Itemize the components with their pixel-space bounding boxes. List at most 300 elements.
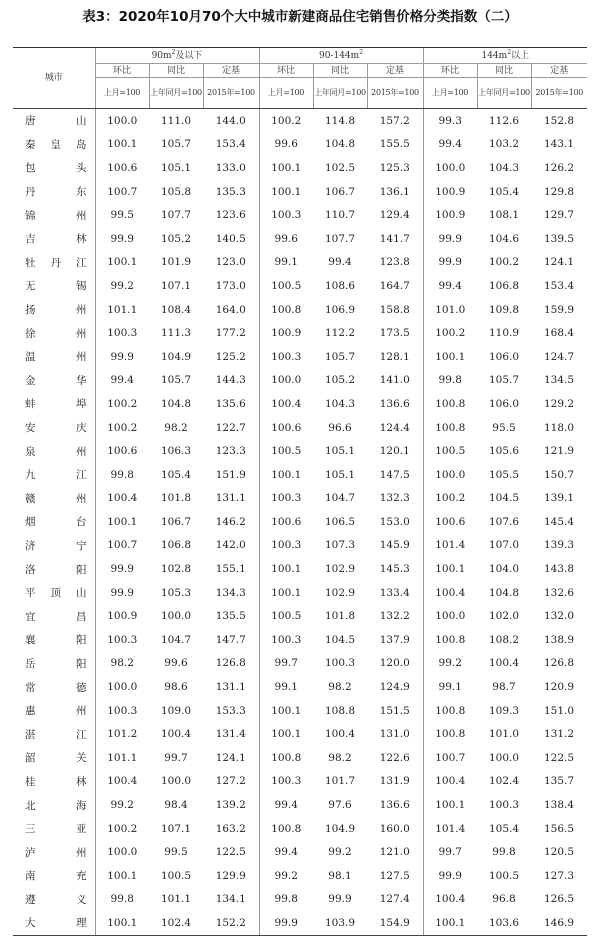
index-value: 153.4 xyxy=(203,133,259,157)
index-value: 96.8 xyxy=(492,893,516,906)
index-value: 100.3 xyxy=(488,799,520,812)
index-value: 106.7 xyxy=(160,515,192,528)
index-value: 99.9 xyxy=(110,232,134,245)
index-value: 100.2 xyxy=(271,114,302,127)
index-value: 129.9 xyxy=(203,864,259,888)
index-value: 101.2 xyxy=(107,728,138,741)
index-value: 105.4 xyxy=(160,468,192,481)
index-value: 100.3 xyxy=(271,775,302,788)
index-value: 100.0 xyxy=(107,681,138,694)
index-value: 99.6 xyxy=(274,232,298,245)
index-value: 100.1 xyxy=(435,799,466,812)
index-value: 100.3 xyxy=(271,350,302,363)
index-value: 99.4 xyxy=(438,279,462,292)
index-value: 100.0 xyxy=(488,751,520,764)
index-value: 95.5 xyxy=(492,421,516,434)
index-value: 164.7 xyxy=(367,274,423,298)
table-row xyxy=(13,817,587,841)
index-value: 98.1 xyxy=(328,869,352,882)
index-value: 135.3 xyxy=(203,180,259,204)
index-value: 100.1 xyxy=(107,869,138,882)
index-value: 100.1 xyxy=(423,911,477,935)
index-value: 105.7 xyxy=(324,350,356,363)
index-value: 100.5 xyxy=(271,279,302,292)
index-value: 141.7 xyxy=(367,227,423,251)
index-value: 105.3 xyxy=(160,586,192,599)
city-name: 安庆 xyxy=(13,416,95,440)
index-value: 101.1 xyxy=(107,303,138,316)
index-value: 126.8 xyxy=(543,657,575,670)
index-value: 134.1 xyxy=(203,888,259,912)
index-value: 109.3 xyxy=(488,704,520,717)
index-value: 103.9 xyxy=(313,911,367,935)
index-value: 122.5 xyxy=(203,840,259,864)
index-value: 107.7 xyxy=(160,209,192,222)
index-value: 100.1 xyxy=(271,704,302,717)
index-value: 139.5 xyxy=(543,232,575,245)
index-value: 142.0 xyxy=(203,534,259,558)
index-value: 141.0 xyxy=(367,369,423,393)
index-value: 105.4 xyxy=(488,185,520,198)
city-name: 惠州 xyxy=(13,699,95,723)
index-value: 100.4 xyxy=(107,492,138,505)
index-value: 105.7 xyxy=(160,374,192,387)
index-value: 123.6 xyxy=(203,203,259,227)
index-value: 106.8 xyxy=(488,279,520,292)
table-row xyxy=(13,840,587,864)
index-value: 99.9 xyxy=(110,586,134,599)
table-row xyxy=(13,203,587,227)
sub-header-1-1: 环比 xyxy=(95,64,149,78)
index-value: 152.2 xyxy=(203,911,259,935)
index-value: 99.1 xyxy=(438,681,462,694)
base-header-2-3: 2015年=100 xyxy=(367,78,423,109)
page-title: 表3：2020年10月70个大中城市新建商品住宅销售价格分类指数（二） xyxy=(82,9,518,25)
index-value: 129.2 xyxy=(543,397,575,410)
index-value: 108.4 xyxy=(160,303,192,316)
index-value: 124.4 xyxy=(367,416,423,440)
index-value: 105.1 xyxy=(324,445,356,458)
index-value: 127.3 xyxy=(543,869,575,882)
index-value: 147.5 xyxy=(367,463,423,487)
index-value: 120.0 xyxy=(367,652,423,676)
index-value: 145.4 xyxy=(543,515,575,528)
table-row xyxy=(13,133,587,157)
table-row xyxy=(13,416,587,440)
index-value: 100.5 xyxy=(488,869,520,882)
index-value: 100.2 xyxy=(488,256,520,269)
table-row xyxy=(13,369,587,393)
index-value: 99.2 xyxy=(274,869,298,882)
index-value: 123.0 xyxy=(203,251,259,275)
index-value: 145.3 xyxy=(367,557,423,581)
table-row xyxy=(13,534,587,558)
city-name: 岳阳 xyxy=(13,652,95,676)
index-value: 100.2 xyxy=(435,492,466,505)
table-row xyxy=(13,298,587,322)
city-name: 牡丹江 xyxy=(13,251,95,275)
index-value: 103.2 xyxy=(488,138,520,151)
index-value: 107.1 xyxy=(160,822,192,835)
table-row xyxy=(13,487,587,511)
index-value: 100.1 xyxy=(271,563,302,576)
index-value: 100.1 xyxy=(435,350,466,363)
index-value: 99.1 xyxy=(274,681,298,694)
city-name: 泸州 xyxy=(13,840,95,864)
index-value: 144.3 xyxy=(203,369,259,393)
index-value: 100.3 xyxy=(271,492,302,505)
city-name: 无锡 xyxy=(13,274,95,298)
index-value: 100.2 xyxy=(107,397,138,410)
index-value: 144.0 xyxy=(203,109,259,133)
index-value: 127.2 xyxy=(203,770,259,794)
index-value: 99.5 xyxy=(110,209,134,222)
index-value: 105.2 xyxy=(160,232,192,245)
city-name: 遵义 xyxy=(13,888,95,912)
index-value: 122.7 xyxy=(203,416,259,440)
index-value: 100.5 xyxy=(435,445,466,458)
index-value: 99.2 xyxy=(328,846,352,859)
index-value: 133.0 xyxy=(203,156,259,180)
index-value: 107.0 xyxy=(488,539,520,552)
index-value: 157.2 xyxy=(367,109,423,133)
index-value: 100.3 xyxy=(324,657,356,670)
index-value: 153.3 xyxy=(203,699,259,723)
index-value: 98.2 xyxy=(328,751,352,764)
city-name: 北海 xyxy=(13,793,95,817)
table-row xyxy=(13,463,587,487)
index-value: 100.6 xyxy=(107,445,138,458)
index-value: 99.4 xyxy=(438,138,462,151)
index-value: 100.9 xyxy=(435,185,466,198)
index-value: 137.9 xyxy=(367,628,423,652)
index-value: 122.6 xyxy=(367,746,423,770)
city-name: 丹东 xyxy=(13,180,95,204)
index-value: 100.4 xyxy=(435,893,466,906)
city-name: 金华 xyxy=(13,369,95,393)
index-value: 100.2 xyxy=(107,421,138,434)
index-value: 99.8 xyxy=(274,893,298,906)
index-value: 121.9 xyxy=(543,445,575,458)
index-value: 100.1 xyxy=(107,256,138,269)
index-value: 103.6 xyxy=(477,911,531,935)
index-value: 99.2 xyxy=(110,799,134,812)
index-value: 131.1 xyxy=(203,487,259,511)
index-value: 104.7 xyxy=(160,633,192,646)
index-value: 111.0 xyxy=(160,114,192,127)
index-value: 99.5 xyxy=(164,846,188,859)
index-value: 100.7 xyxy=(435,751,466,764)
index-value: 100.8 xyxy=(435,397,466,410)
base-header-1-2: 上年同月=100 xyxy=(149,78,203,109)
index-value: 138.4 xyxy=(543,799,575,812)
index-value: 143.8 xyxy=(543,563,575,576)
index-value: 100.9 xyxy=(271,327,302,340)
sub-header-3-1: 环比 xyxy=(423,64,477,78)
index-value: 100.8 xyxy=(271,751,302,764)
index-value: 102.5 xyxy=(324,161,356,174)
city-name: 蚌埠 xyxy=(13,392,95,416)
index-value: 102.4 xyxy=(149,911,203,935)
index-value: 100.5 xyxy=(271,445,302,458)
index-value: 104.6 xyxy=(488,232,520,245)
city-name: 九江 xyxy=(13,463,95,487)
index-value: 152.8 xyxy=(543,114,575,127)
index-value: 135.5 xyxy=(203,604,259,628)
index-value: 134.3 xyxy=(203,581,259,605)
city-name: 三亚 xyxy=(13,817,95,841)
index-value: 100.0 xyxy=(160,775,192,788)
index-value: 97.6 xyxy=(328,799,352,812)
index-value: 106.0 xyxy=(488,350,520,363)
index-value: 102.9 xyxy=(324,586,356,599)
city-name: 烟台 xyxy=(13,510,95,534)
index-value: 150.7 xyxy=(543,468,575,481)
index-value: 104.9 xyxy=(324,822,356,835)
index-value: 106.5 xyxy=(324,515,356,528)
index-value: 105.6 xyxy=(488,445,520,458)
index-value: 134.5 xyxy=(543,374,575,387)
index-value: 106.9 xyxy=(324,303,356,316)
index-value: 99.1 xyxy=(274,256,298,269)
index-value: 100.1 xyxy=(107,515,138,528)
index-value: 100.8 xyxy=(435,633,466,646)
index-value: 100.3 xyxy=(107,327,138,340)
index-value: 99.6 xyxy=(164,657,188,670)
index-value: 100.0 xyxy=(107,114,138,127)
index-value: 110.9 xyxy=(488,327,520,340)
index-value: 107.7 xyxy=(324,232,356,245)
index-value: 153.4 xyxy=(543,279,575,292)
city-name: 赣州 xyxy=(13,487,95,511)
index-value: 135.6 xyxy=(203,392,259,416)
index-value: 102.0 xyxy=(488,610,520,623)
table-row xyxy=(13,864,587,888)
city-name: 宜昌 xyxy=(13,604,95,628)
group-header-large: $144m^2$以上 xyxy=(423,48,587,64)
index-value: 99.8 xyxy=(110,468,134,481)
index-value: 100.6 xyxy=(271,515,302,528)
index-value: 106.7 xyxy=(324,185,356,198)
index-value: 158.8 xyxy=(367,298,423,322)
index-value: 99.9 xyxy=(328,893,352,906)
index-value: 173.5 xyxy=(367,321,423,345)
index-value: 108.1 xyxy=(488,209,520,222)
index-value: 154.9 xyxy=(367,911,423,935)
index-value: 133.4 xyxy=(367,581,423,605)
index-value: 118.0 xyxy=(543,421,575,434)
index-value: 107.6 xyxy=(488,515,520,528)
index-value: 100.3 xyxy=(271,539,302,552)
table-row xyxy=(13,109,587,133)
index-value: 100.8 xyxy=(271,303,302,316)
index-value: 100.7 xyxy=(107,539,138,552)
index-value: 124.1 xyxy=(203,746,259,770)
sub-header-2-1: 环比 xyxy=(259,64,313,78)
index-value: 100.1 xyxy=(435,563,466,576)
city-name: 包头 xyxy=(13,156,95,180)
index-value: 135.7 xyxy=(543,775,575,788)
index-value: 146.9 xyxy=(531,911,587,935)
index-value: 104.5 xyxy=(324,633,356,646)
index-value: 159.9 xyxy=(543,303,575,316)
sub-header-1-2: 同比 xyxy=(149,64,203,78)
index-value: 132.6 xyxy=(543,586,575,599)
index-value: 126.2 xyxy=(543,161,575,174)
index-value: 96.6 xyxy=(328,421,352,434)
index-value: 128.1 xyxy=(367,345,423,369)
city-name: 湛江 xyxy=(13,722,95,746)
base-header-3-3: 2015年=100 xyxy=(531,78,587,109)
sub-header-2-2: 同比 xyxy=(313,64,367,78)
index-value: 105.1 xyxy=(160,161,192,174)
index-value: 102.4 xyxy=(488,775,520,788)
city-name: 洛阳 xyxy=(13,557,95,581)
index-value: 106.3 xyxy=(160,445,192,458)
index-value: 99.7 xyxy=(164,751,188,764)
index-value: 101.4 xyxy=(435,539,466,552)
index-value: 101.9 xyxy=(160,256,192,269)
index-value: 100.5 xyxy=(271,610,302,623)
index-value: 105.5 xyxy=(488,468,520,481)
city-name: 徐州 xyxy=(13,321,95,345)
index-value: 99.8 xyxy=(438,374,462,387)
index-value: 125.3 xyxy=(367,156,423,180)
index-value: 100.4 xyxy=(271,397,302,410)
index-value: 126.8 xyxy=(203,652,259,676)
index-value: 100.4 xyxy=(107,775,138,788)
index-value: 111.3 xyxy=(160,327,192,340)
price-index-table xyxy=(13,48,587,936)
index-value: 101.8 xyxy=(160,492,192,505)
index-value: 132.2 xyxy=(367,604,423,628)
sub-header-3-3: 定基 xyxy=(531,64,587,78)
index-value: 100.4 xyxy=(488,657,520,670)
city-name: 唐山 xyxy=(13,109,95,133)
city-name: 温州 xyxy=(13,345,95,369)
index-value: 99.9 xyxy=(438,869,462,882)
index-value: 124.9 xyxy=(367,675,423,699)
index-value: 101.1 xyxy=(160,893,192,906)
index-value: 124.7 xyxy=(543,350,575,363)
index-value: 105.8 xyxy=(160,185,192,198)
index-value: 145.9 xyxy=(367,534,423,558)
index-value: 136.6 xyxy=(367,392,423,416)
index-value: 155.1 xyxy=(203,557,259,581)
index-value: 105.7 xyxy=(160,138,192,151)
index-value: 121.0 xyxy=(367,840,423,864)
city-name: 扬州 xyxy=(13,298,95,322)
table-row xyxy=(13,345,587,369)
index-value: 99.4 xyxy=(328,256,352,269)
table-row xyxy=(13,604,587,628)
index-value: 106.0 xyxy=(488,397,520,410)
table-row xyxy=(13,274,587,298)
index-value: 100.1 xyxy=(271,185,302,198)
city-name: 秦皇岛 xyxy=(13,133,95,157)
index-value: 104.3 xyxy=(488,161,520,174)
city-name: 南充 xyxy=(13,864,95,888)
table-row xyxy=(13,510,587,534)
index-value: 112.2 xyxy=(324,327,356,340)
index-value: 131.2 xyxy=(543,728,575,741)
index-value: 99.9 xyxy=(110,350,134,363)
index-value: 105.4 xyxy=(488,822,520,835)
index-value: 177.2 xyxy=(203,321,259,345)
index-value: 99.4 xyxy=(274,846,298,859)
city-name: 襄阳 xyxy=(13,628,95,652)
index-value: 108.2 xyxy=(488,633,520,646)
index-value: 101.0 xyxy=(435,303,466,316)
index-value: 104.5 xyxy=(488,492,520,505)
index-value: 100.8 xyxy=(435,421,466,434)
base-header-1-1: 上月=100 xyxy=(95,78,149,109)
index-value: 151.9 xyxy=(203,463,259,487)
table-row xyxy=(13,628,587,652)
index-value: 139.1 xyxy=(543,492,575,505)
index-value: 99.6 xyxy=(274,138,298,151)
table-row xyxy=(13,888,587,912)
index-value: 98.6 xyxy=(164,681,188,694)
index-value: 100.1 xyxy=(271,728,302,741)
index-value: 98.4 xyxy=(164,799,188,812)
index-value: 104.0 xyxy=(488,563,520,576)
index-value: 100.3 xyxy=(107,704,138,717)
index-value: 122.5 xyxy=(543,751,575,764)
index-value: 104.8 xyxy=(488,586,520,599)
index-value: 107.3 xyxy=(324,539,356,552)
index-value: 100.8 xyxy=(435,704,466,717)
index-value: 101.4 xyxy=(435,822,466,835)
table-row xyxy=(13,227,587,251)
index-value: 98.2 xyxy=(110,657,134,670)
table-row xyxy=(13,722,587,746)
index-value: 100.6 xyxy=(271,421,302,434)
index-value: 163.2 xyxy=(203,817,259,841)
index-value: 101.7 xyxy=(324,775,356,788)
index-value: 100.1 xyxy=(271,468,302,481)
index-value: 100.0 xyxy=(160,610,192,623)
index-value: 100.3 xyxy=(271,209,302,222)
index-value: 156.5 xyxy=(543,822,575,835)
index-value: 100.2 xyxy=(107,822,138,835)
index-value: 100.2 xyxy=(435,327,466,340)
index-value: 98.7 xyxy=(492,681,516,694)
table-row xyxy=(13,251,587,275)
index-value: 104.8 xyxy=(160,397,192,410)
index-value: 104.8 xyxy=(324,138,356,151)
index-value: 100.6 xyxy=(107,161,138,174)
index-value: 139.3 xyxy=(543,539,575,552)
index-value: 132.0 xyxy=(543,610,575,623)
index-value: 99.9 xyxy=(438,232,462,245)
index-value: 100.4 xyxy=(160,728,192,741)
index-value: 131.9 xyxy=(367,770,423,794)
city-column-header: 城市 xyxy=(13,48,95,109)
index-value: 129.7 xyxy=(543,209,575,222)
index-value: 114.8 xyxy=(324,114,356,127)
index-value: 99.3 xyxy=(438,114,462,127)
index-value: 131.0 xyxy=(367,722,423,746)
index-value: 99.7 xyxy=(438,846,462,859)
index-value: 100.5 xyxy=(160,869,192,882)
sub-header-2-3: 定基 xyxy=(367,64,423,78)
index-value: 136.6 xyxy=(367,793,423,817)
table-row xyxy=(13,699,587,723)
index-value: 143.1 xyxy=(543,138,575,151)
city-name: 平顶山 xyxy=(13,581,95,605)
index-value: 108.6 xyxy=(324,279,356,292)
